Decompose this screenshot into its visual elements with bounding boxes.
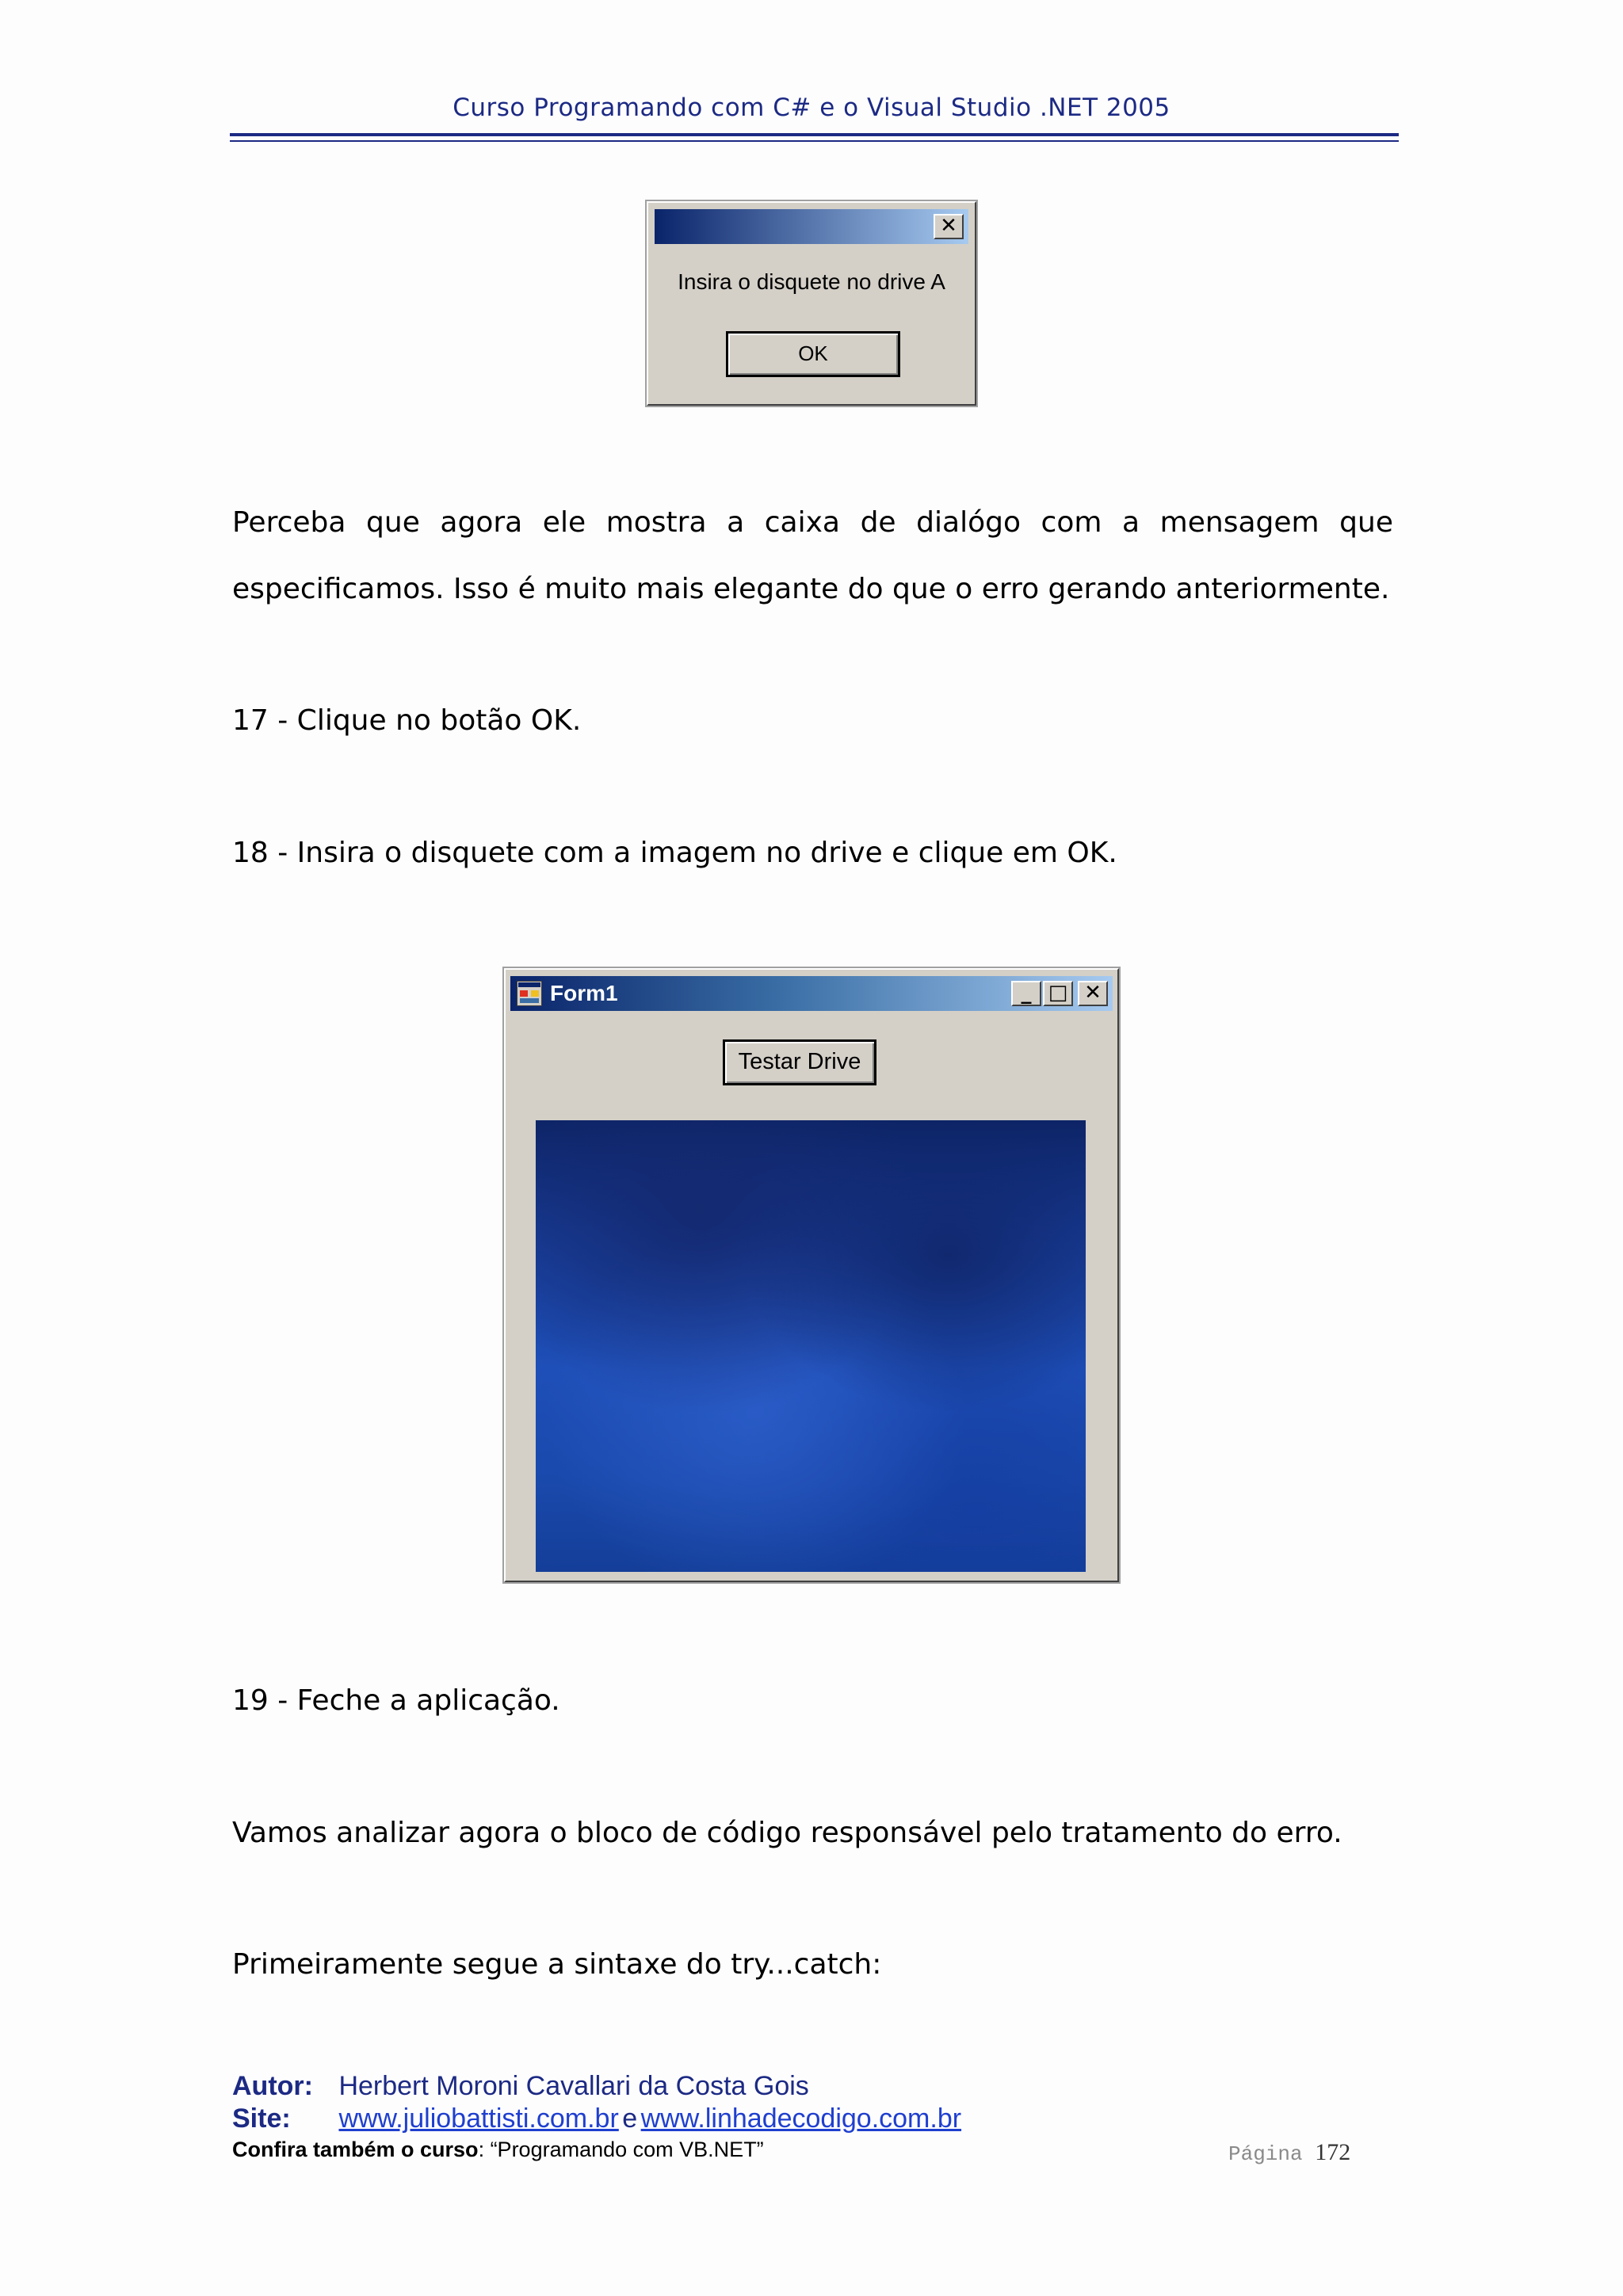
footer-course — [232, 2138, 764, 2162]
step-19: 19 - Feche a aplicação. — [232, 1684, 560, 1717]
message-box-dialog — [647, 201, 976, 406]
header-rule-thin — [230, 140, 1399, 142]
maximize-icon[interactable]: □ — [1043, 981, 1073, 1006]
message-box-text: Insira o disquete no drive A — [678, 269, 945, 294]
step-18: 18 - Insira o disquete com a imagem no drive e clique em OK. — [232, 837, 1117, 869]
ok-button[interactable]: OK — [726, 331, 900, 377]
author-label: Autor: — [232, 2071, 313, 2101]
form1-window — [504, 968, 1119, 1582]
footer-author — [232, 2071, 809, 2102]
site-separator: e — [622, 2103, 638, 2134]
minimize-icon[interactable]: _ — [1011, 981, 1041, 1006]
course-name: : “Programando com VB.NET” — [478, 2138, 764, 2161]
message-box-titlebar — [655, 209, 968, 244]
close-icon[interactable]: ✕ — [1078, 981, 1108, 1006]
footer-site — [232, 2103, 961, 2134]
testar-drive-button[interactable]: Testar Drive — [723, 1039, 876, 1085]
course-label: Confira também o curso — [232, 2138, 479, 2161]
close-icon[interactable]: ✕ — [934, 214, 964, 239]
paragraph-syntax: Primeiramente segue a sintaxe do try...catch: — [232, 1948, 882, 1981]
app-icon — [517, 981, 542, 1006]
page-label: Página — [1228, 2142, 1303, 2166]
page-number-value: 172 — [1315, 2139, 1351, 2165]
step-17: 17 - Clique no botão OK. — [232, 704, 582, 737]
author-name: Herbert Moroni Cavallari da Costa Gois — [338, 2071, 809, 2101]
site-link-linhadecodigo[interactable]: www.linhadecodigo.com.br — [640, 2103, 962, 2134]
paragraph-line: especificamos. Isso é muito mais elegante do que o erro gerando anteriormente. — [232, 573, 1390, 605]
form1-title: Form1 — [550, 981, 618, 1005]
form1-titlebar — [510, 976, 1113, 1011]
paragraph-analyze: Vamos analizar agora o bloco de código responsável pelo tratamento do erro. — [232, 1817, 1342, 1849]
site-link-juliobattisti[interactable]: www.juliobattisti.com.br — [338, 2103, 619, 2134]
paragraph-line: Perceba que agora ele mostra a caixa de dialógo com a mensagem que — [232, 506, 1393, 539]
site-label: Site: — [232, 2103, 291, 2134]
picture-box-image — [536, 1120, 1086, 1572]
page-header: Curso Programando com C# e o Visual Studio .NET 2005 — [453, 93, 1170, 122]
page-number — [1228, 2139, 1350, 2166]
header-rule-thick — [230, 133, 1399, 136]
